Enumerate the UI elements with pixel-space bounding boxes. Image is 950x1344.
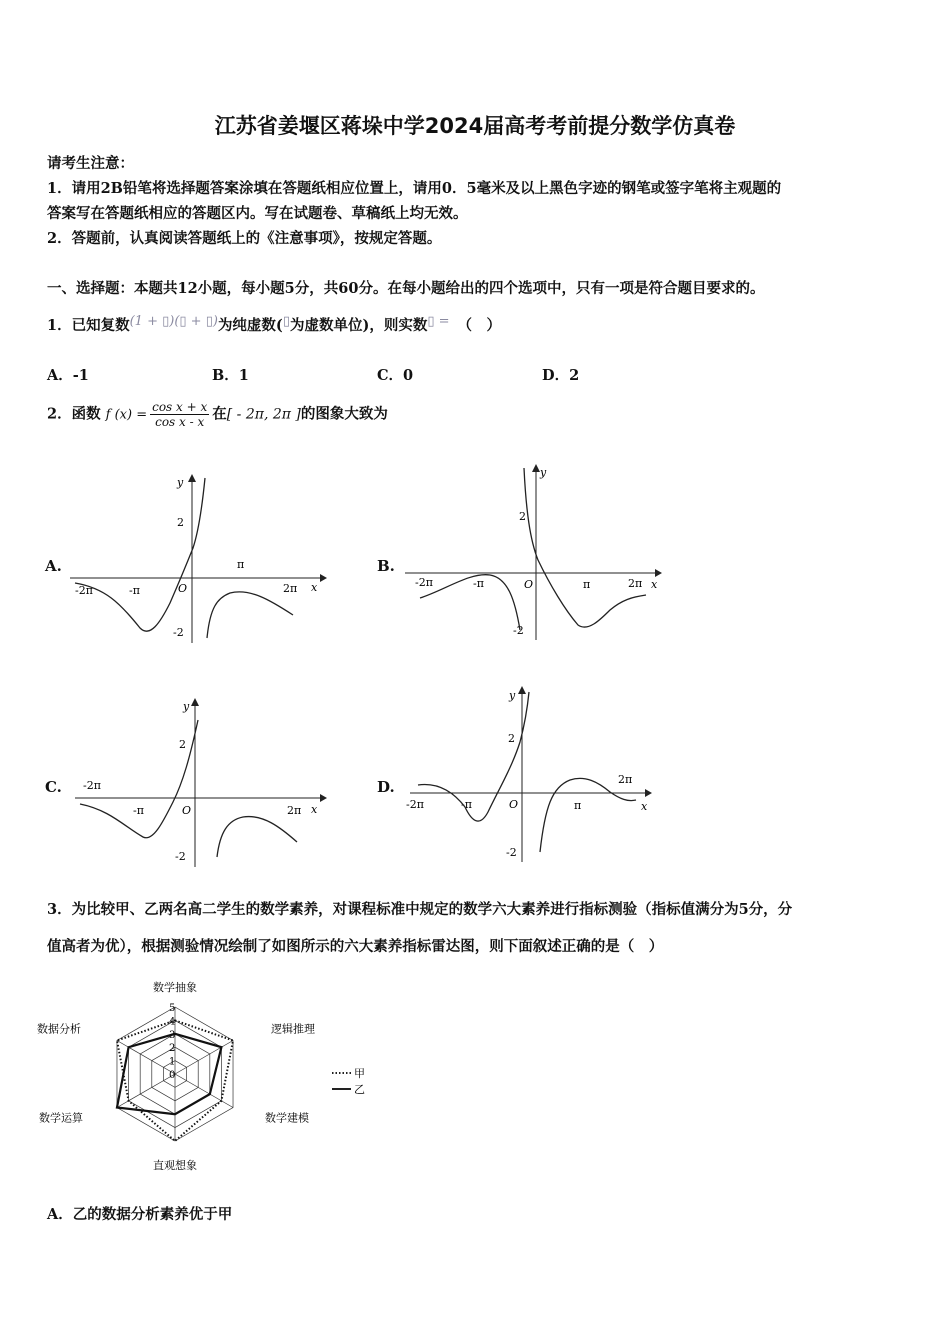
question-1 — [47, 314, 501, 335]
graph-c-tick-neg2pi: -2π — [83, 779, 101, 792]
radar-scale-4: 4 — [169, 1016, 176, 1028]
graph-label-c: C. — [45, 778, 62, 796]
graph-a-y-label: y — [177, 476, 184, 489]
graph-c-y-arrow — [191, 698, 199, 706]
graph-b-tick-2: 2 — [519, 510, 526, 523]
graph-a-curve-right — [207, 592, 293, 638]
q2-suffix: 的图象大致为 — [300, 405, 388, 423]
notice-line-3: 2．答题前，认真阅读答题纸上的《注意事项》，按规定答题。 — [47, 230, 442, 247]
graph-c-tick-neg2: -2 — [175, 850, 186, 863]
graph-d-y-label: y — [509, 689, 516, 702]
graph-b-tick-2pi: 2π — [628, 577, 643, 590]
graph-d-tick-pi: π — [574, 799, 582, 812]
graph-c-tick-2: 2 — [179, 738, 186, 751]
graph-a-tick-2pi: 2π — [283, 582, 298, 595]
radar-scale-0: 0 — [169, 1070, 176, 1081]
graph-a-x-arrow — [320, 574, 327, 582]
q2-numerator: cos x + x — [152, 400, 208, 414]
graph-c-origin: O — [182, 804, 192, 817]
radar-scale-2: 2 — [169, 1043, 176, 1055]
section-heading: 一、选择题：本题共12小题，每小题5分，共60分。在每小题给出的四个选项中，只有一项是符合题目要求的。 — [47, 280, 765, 297]
radar-labels — [37, 980, 315, 1172]
q1-mid: 为纯虚数( — [217, 317, 283, 334]
q2-fx: f (x) = — [105, 407, 148, 423]
legend-yi-label: 乙 — [354, 1083, 365, 1096]
graph-b-x-arrow — [655, 569, 662, 577]
q1-prefix: 1．已知复数 — [47, 317, 130, 334]
graph-a-origin: O — [178, 582, 188, 595]
q1-box2: ▯ = — [427, 314, 450, 329]
graph-a-tick-neg2pi: -2π — [75, 584, 93, 597]
graph-label-b: B. — [377, 557, 395, 575]
radar-scale-1: 1 — [169, 1056, 176, 1068]
graph-d-tick-2pi: 2π — [618, 773, 633, 786]
graph-c-tick-2pi: 2π — [287, 804, 302, 817]
graph-b-y-arrow — [532, 464, 540, 472]
graph-label-a: A. — [45, 557, 62, 575]
graph-c-x-arrow — [320, 794, 327, 802]
radar-axis-label-1: 逻辑推理 — [271, 1022, 316, 1036]
graph-c-tick-negpi: -π — [133, 804, 144, 817]
notice-line-1: 1．请用2B铅笔将选择题答案涂填在答题纸相应位置上，请用0．5毫米及以上黑色字迹的钢笔或签字笔将主观题的 — [47, 180, 782, 197]
q1-option-c: C．0 — [377, 367, 414, 384]
graph-d — [400, 682, 665, 867]
q2-in: 在 — [212, 405, 227, 423]
graph-c — [65, 692, 330, 872]
graph-b-curve-right — [524, 468, 646, 627]
radar-axis-label-2: 数学建模 — [265, 1111, 310, 1125]
graph-a-tick-2: 2 — [177, 516, 184, 529]
graph-b-y-label: y — [540, 466, 547, 479]
radar-axis-label-5: 数据分析 — [36, 1022, 81, 1036]
radar-axis-label-3: 直观想象 — [153, 1159, 197, 1172]
radar-chart — [36, 972, 375, 1187]
q1-suffix: （ ） — [457, 317, 502, 334]
graph-d-tick-neg2: -2 — [506, 846, 517, 859]
graph-d-origin: O — [509, 798, 519, 811]
graph-d-y-arrow — [518, 686, 526, 694]
graph-b-tick-negpi: -π — [473, 577, 484, 590]
notice-heading: 请考生注意： — [47, 155, 134, 172]
q1-box: ▯ — [282, 314, 290, 329]
question-3-line-1: 3．为比较甲、乙两名高二学生的数学素养，对课程标准中规定的数学六大素养进行指标测验（指标值满分为5分，分 — [47, 901, 793, 918]
q2-fraction — [150, 400, 209, 429]
graph-b — [400, 460, 665, 645]
graph-a-tick-pi: π — [237, 558, 245, 571]
graph-a-y-arrow — [188, 474, 196, 482]
graph-d-curve-right — [540, 778, 636, 852]
graph-c-y-label: y — [183, 700, 190, 713]
graph-b-tick-neg2pi: -2π — [415, 576, 433, 589]
page-title: 江苏省姜堰区蒋垛中学2024届高考考前提分数学仿真卷 — [214, 114, 736, 138]
graph-b-curve-left — [420, 575, 520, 630]
graph-b-origin: O — [524, 578, 534, 591]
graph-d-tick-negpi: -π — [461, 798, 472, 811]
graph-a — [65, 468, 330, 648]
q1-option-d: D．2 — [542, 367, 580, 384]
graph-d-tick-2: 2 — [508, 732, 515, 745]
graph-d-x-arrow — [645, 789, 652, 797]
graph-a-tick-neg2: -2 — [173, 626, 184, 639]
q1-expression: (1 + ▯)(▯ + ▯) — [129, 314, 218, 329]
graph-a-tick-negpi: -π — [129, 584, 140, 597]
graph-d-tick-neg2pi: -2π — [406, 798, 424, 811]
graph-d-x-label: x — [641, 800, 648, 813]
graph-b-tick-pi: π — [583, 578, 591, 591]
graph-a-x-label: x — [311, 581, 318, 594]
legend-jia-label: 甲 — [354, 1067, 365, 1080]
graph-b-x-label: x — [651, 578, 658, 591]
question-3-line-2: 值高者为优），根据测验情况绘制了如图所示的六大素养指标雷达图，则下面叙述正确的是（ ） — [47, 938, 664, 955]
graph-c-curve-right — [217, 817, 297, 857]
question-2 — [47, 400, 388, 429]
graph-a-curve-left — [75, 478, 205, 631]
q3-option-a: A．乙的数据分析素养优于甲 — [47, 1206, 233, 1223]
graph-c-x-label: x — [311, 803, 318, 816]
q2-interval: [ - 2π, 2π ] — [226, 406, 301, 423]
radar-spoke-1 — [175, 1041, 233, 1075]
q1-option-b: B．1 — [212, 367, 249, 384]
graph-b-tick-neg2: -2 — [513, 624, 524, 637]
q1-mid2: 为虚数单位)，则实数 — [289, 317, 428, 334]
q2-prefix: 2．函数 — [47, 405, 101, 423]
q1-option-a: A．-1 — [47, 367, 89, 384]
radar-scale-5: 5 — [169, 1003, 176, 1014]
graph-label-d: D. — [377, 778, 395, 796]
radar-scale-3: 3 — [169, 1029, 176, 1041]
radar-axis-label-4: 数学运算 — [38, 1111, 83, 1125]
q2-denominator: cos x - x — [155, 415, 205, 429]
notice-line-2: 答案写在答题纸相应的答题区内。写在试题卷、草稿纸上均无效。 — [47, 205, 468, 222]
radar-axis-label-0: 数学抽象 — [153, 981, 197, 994]
